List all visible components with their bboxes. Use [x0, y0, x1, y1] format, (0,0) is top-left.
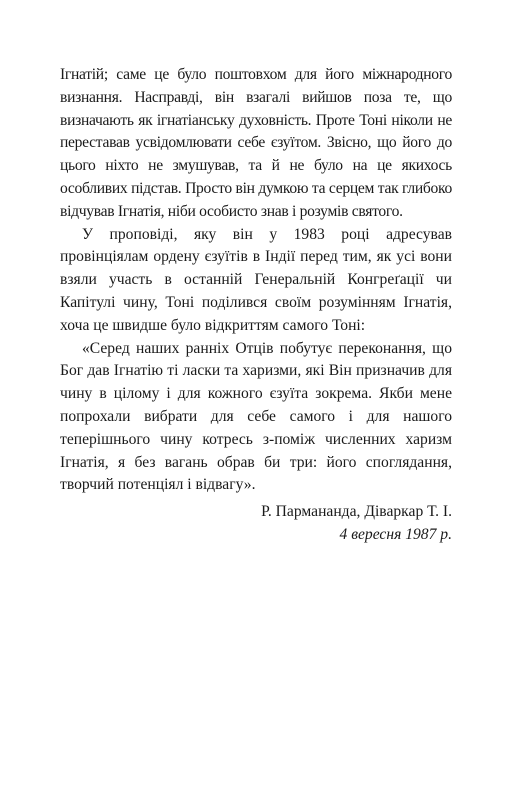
paragraph-quote: «Серед наших ранніх Отців побутує переконання, що Бог дав Ігнатію ті ласки та харизми, які Він призначив для чину в цілому і для кожного єзуїта зокрема. Якби мене попрохали вибрати для себе самого і для нашого теперішнього чину котресь з-поміж численних харизм Ігнатія, я без вагань обрав би три: його споглядання, творчий потенціял і відвагу». [60, 339, 452, 494]
page-body [60, 64, 452, 547]
paragraph-2: У проповіді, яку він у 1983 році адресував провінціялам ордену єзуїтів в Індії перед тим, як усі вони взяли участь в останній Генеральній Конгреґації чи Капітулі чину, Тоні поділився своїм розумінням Ігнатія, хоча це швидше було відкриттям самого Тоні: [60, 225, 452, 334]
signature-block [60, 501, 452, 547]
signature-date: 4 вересня 1987 р. [339, 525, 452, 543]
signature-author: Р. Пармананда, Діваркар Т. І. [261, 503, 452, 521]
paragraph-1: Ігнатій; саме це було поштовхом для його міжнародного визнання. Насправді, він взагалі вийшов поза те, що визначають як ігнатіанську духовність. Проте Тоні ніколи не переставав усвідомлювати себе єзуїтом. Звісно, що його до цього ніхто не змушував, та й не було на це якихось особливих підстав. Просто він думкою та серцем так глибоко відчував Ігнатія, ніби особисто знав і розумів святого. [60, 66, 452, 220]
